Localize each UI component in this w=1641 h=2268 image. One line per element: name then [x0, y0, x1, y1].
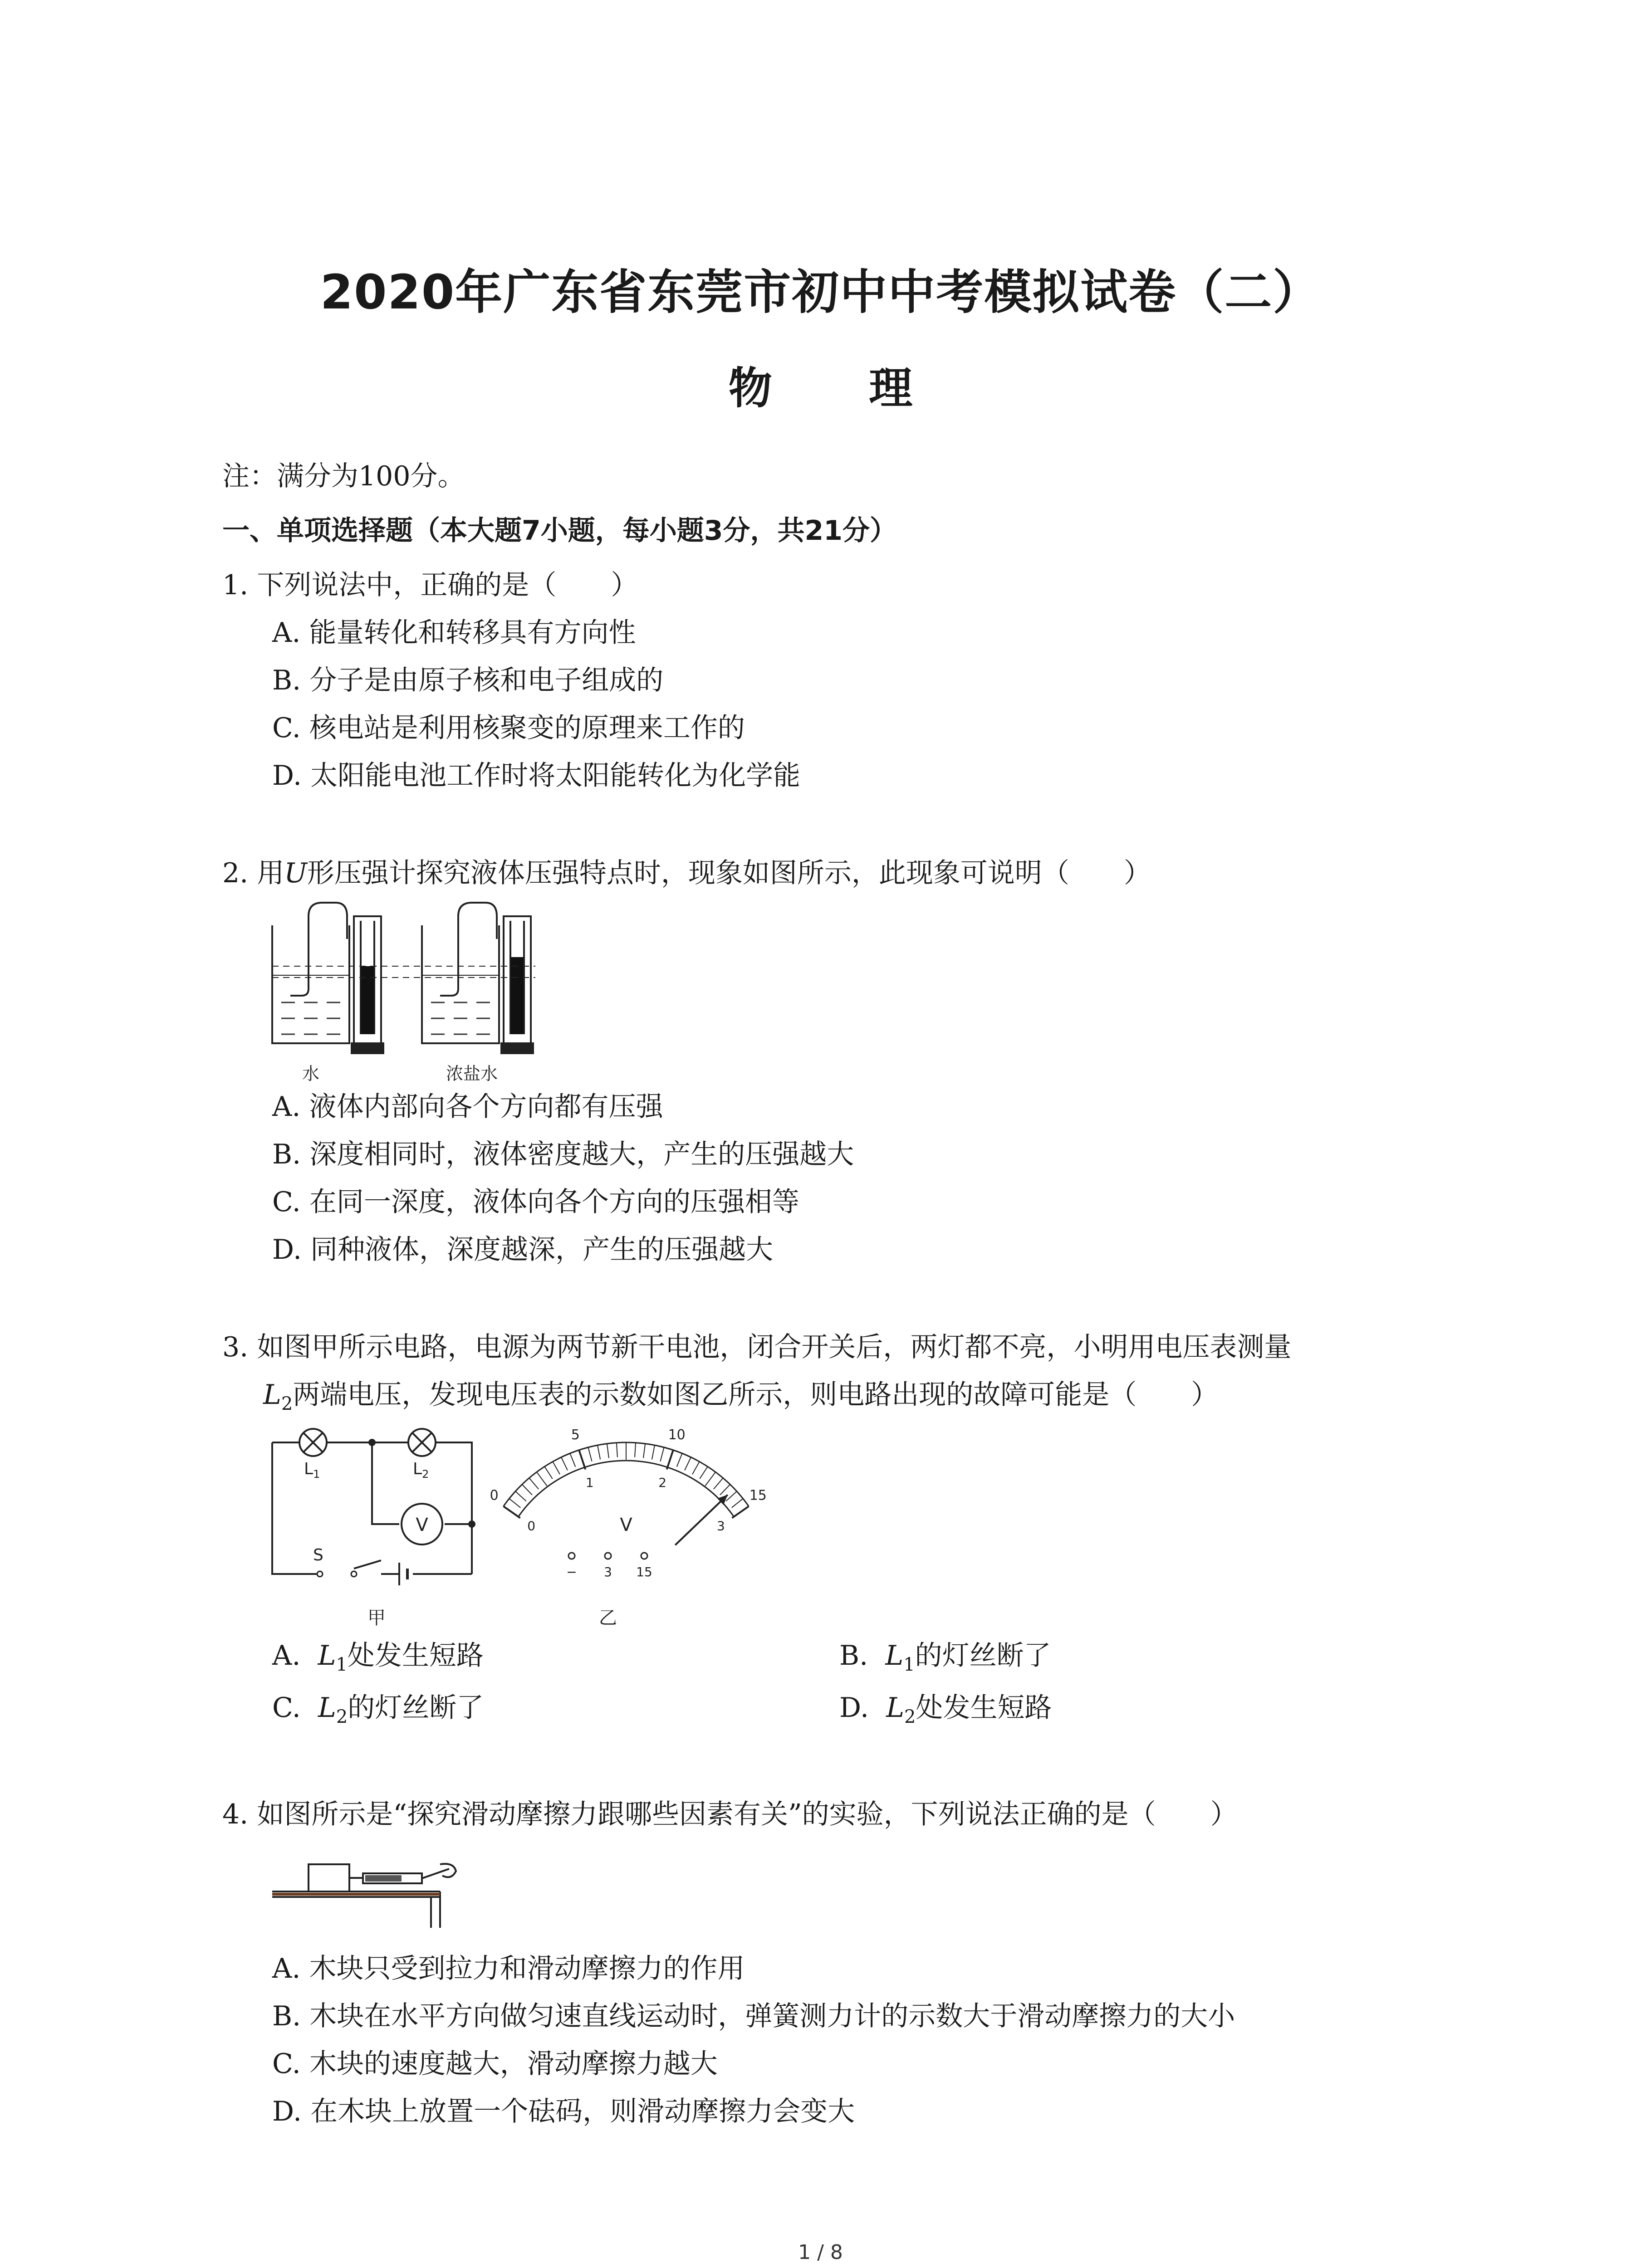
fig-label-water: 水 — [302, 1064, 320, 1084]
q1-option-d: D. 太阳能电池工作时将太阳能转化为化学能 — [272, 760, 801, 792]
pressure-gauge-figure — [263, 898, 572, 1089]
q2-option-a: A. 液体内部向各个方向都有压强 — [272, 1091, 663, 1123]
meter-dial-scale — [504, 1442, 749, 1518]
q3-option-c: C. $L_2$的灯丝断了 — [272, 1692, 484, 1727]
subject-title: 物 理 — [728, 363, 954, 414]
q3-sub: 2 — [281, 1393, 293, 1414]
circuit-caption: 甲 — [367, 1608, 386, 1628]
question-1-stem: 1. 下列说法中，正确的是（ ） — [222, 569, 638, 601]
q3-stem-post: 两端电压，发现电压表的示数如图乙所示，则电路出现的故障可能是（ ） — [293, 1379, 1219, 1411]
question-4-stem: 4. 如图所示是“探究滑动摩擦力跟哪些因素有关”的实验，下列说法正确的是（ ） — [222, 1799, 1238, 1830]
top-tick-5: 5 — [571, 1427, 580, 1443]
terminal-15: 15 — [636, 1564, 652, 1579]
q2-option-b: B. 深度相同时，液体密度越大，产生的压强越大 — [272, 1139, 854, 1170]
switch-label: S — [313, 1546, 323, 1564]
score-note: 注：满分为100分。 — [222, 460, 465, 492]
top-tick-0: 0 — [490, 1487, 499, 1504]
voltmeter-symbol-label: V — [416, 1515, 428, 1535]
question-3-stem-line2 — [263, 1377, 1218, 1422]
q2-option-c: C. 在同一深度，液体向各个方向的压强相等 — [272, 1186, 799, 1218]
q1-option-b: B. 分子是由原子核和电子组成的 — [272, 665, 664, 696]
q2-option-d: D. 同种液体，深度越深，产生的压强越大 — [272, 1234, 774, 1266]
question-2-stem — [222, 855, 1151, 891]
meter-caption: 乙 — [599, 1608, 617, 1628]
bottom-tick-3: 3 — [716, 1518, 725, 1534]
q3-option-b: B. $L_1$的灯丝断了 — [839, 1640, 1051, 1675]
q2-stem-pre: 2. 用 — [222, 857, 284, 889]
q3-option-a: A. $L_1$处发生短路 — [272, 1640, 484, 1675]
q2-stem-post: 形压强计探究液体压强特点时，现象如图所示，此现象可说明（ ） — [307, 857, 1151, 889]
q4-option-b: B. 木块在水平方向做匀速直线运动时，弹簧测力计的示数大于滑动摩擦力的大小 — [272, 2000, 1235, 2032]
section-heading: 一、单项选择题（本大题7小题，每小题3分，共21分） — [222, 515, 897, 547]
page-title: 2020年广东省东莞市初中中考模拟试卷（二） — [320, 264, 1321, 320]
l2-label: $L_2$ — [413, 1460, 429, 1481]
q4-option-a: A. 木块只受到拉力和滑动摩擦力的作用 — [272, 1953, 745, 1984]
bottom-tick-2: 2 — [658, 1475, 667, 1490]
voltmeter-dial-figure — [490, 1420, 767, 1637]
q2-stem-var: U — [284, 857, 307, 889]
top-tick-10: 10 — [668, 1427, 686, 1443]
l1-label: $L_1$ — [304, 1460, 320, 1481]
q1-option-c: C. 核电站是利用核聚变的原理来工作的 — [272, 712, 745, 744]
page-number: 1 / 8 — [798, 2241, 843, 2264]
bottom-tick-1: 1 — [585, 1475, 594, 1490]
q4-option-c: C. 木块的速度越大，滑动摩擦力越大 — [272, 2048, 718, 2080]
fig-label-brine: 浓盐水 — [446, 1064, 498, 1084]
friction-experiment-figure — [268, 1837, 458, 1928]
q3-var: L — [263, 1379, 281, 1411]
q3-option-d: D. $L_2$处发生短路 — [839, 1692, 1052, 1727]
terminal-negative: − — [566, 1564, 577, 1579]
top-tick-15: 15 — [749, 1487, 767, 1504]
bottom-tick-0: 0 — [527, 1518, 536, 1534]
question-3-stem-line1: 3. 如图甲所示电路，电源为两节新干电池，闭合开关后，两灯都不亮，小明用电压表测量 — [222, 1331, 1292, 1363]
q1-option-a: A. 能量转化和转移具有方向性 — [272, 617, 636, 649]
circuit-diagram — [263, 1424, 481, 1633]
terminal-3: 3 — [604, 1564, 612, 1579]
meter-unit: V — [620, 1515, 632, 1535]
q4-option-d: D. 在木块上放置一个砝码，则滑动摩擦力会变大 — [272, 2096, 855, 2127]
